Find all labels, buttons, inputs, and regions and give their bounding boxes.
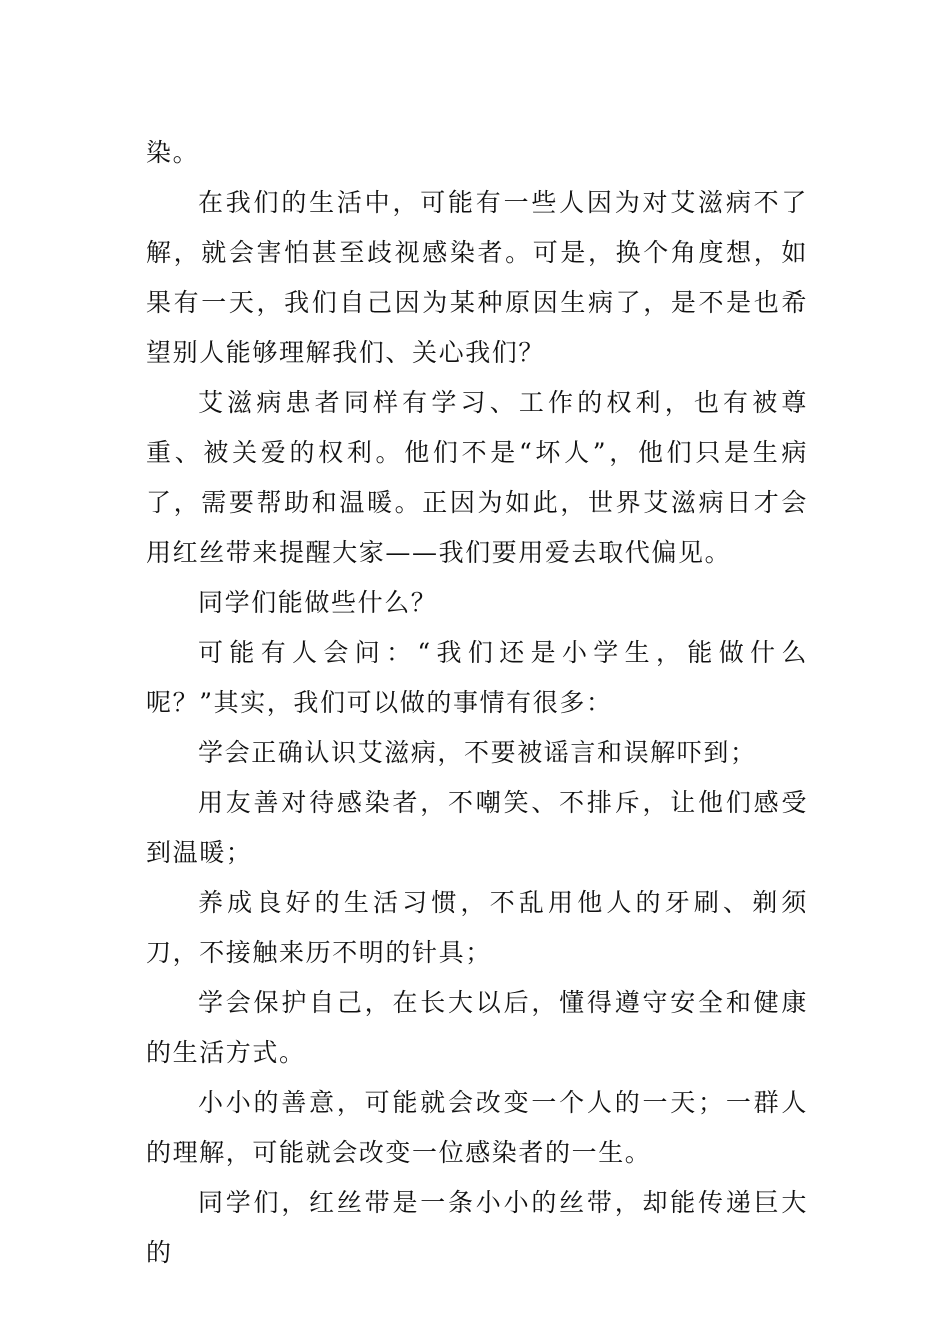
paragraph: 可能有人会问：“我们还是小学生，能做什么呢？”其实，我们可以做的事情有很多： bbox=[146, 638, 808, 717]
paragraph: 小小的善意，可能就会改变一个人的一天；一群人的理解，可能就会改变一位感染者的一生。 bbox=[146, 1088, 808, 1167]
paragraph: 在我们的生活中，可能有一些人因为对艾滋病不了解，就会害怕甚至歧视感染者。可是，换个角度想，如果有一天，我们自己因为某种原因生病了，是不是也希望别人能够理解我们、关心我们？ bbox=[146, 188, 808, 367]
list-item: 学会正确认识艾滋病，不要被谣言和误解吓到； bbox=[198, 738, 757, 767]
list-item: 用友善对待感染者，不嘲笑、不排斥，让他们感受到温暖； bbox=[146, 788, 808, 867]
paragraph-continuation: 染。 bbox=[146, 138, 200, 167]
paragraph: 艾滋病患者同样有学习、工作的权利，也有被尊重、被关爱的权利。他们不是“坏人”，他们只是生病了，需要帮助和温暖。正因为如此，世界艾滋病日才会用红丝带来提醒大家——我们要用爱去取代偏见。 bbox=[146, 388, 808, 567]
paragraph: 同学们，红丝带是一条小小的丝带，却能传递巨大的 bbox=[146, 1188, 808, 1267]
list-item: 养成良好的生活习惯，不乱用他人的牙刷、剃须刀，不接触来历不明的针具； bbox=[146, 888, 808, 967]
document-body bbox=[146, 128, 808, 1278]
section-heading: 同学们能做些什么？ bbox=[198, 588, 438, 617]
list-item: 学会保护自己，在长大以后，懂得遵守安全和健康的生活方式。 bbox=[146, 988, 808, 1067]
